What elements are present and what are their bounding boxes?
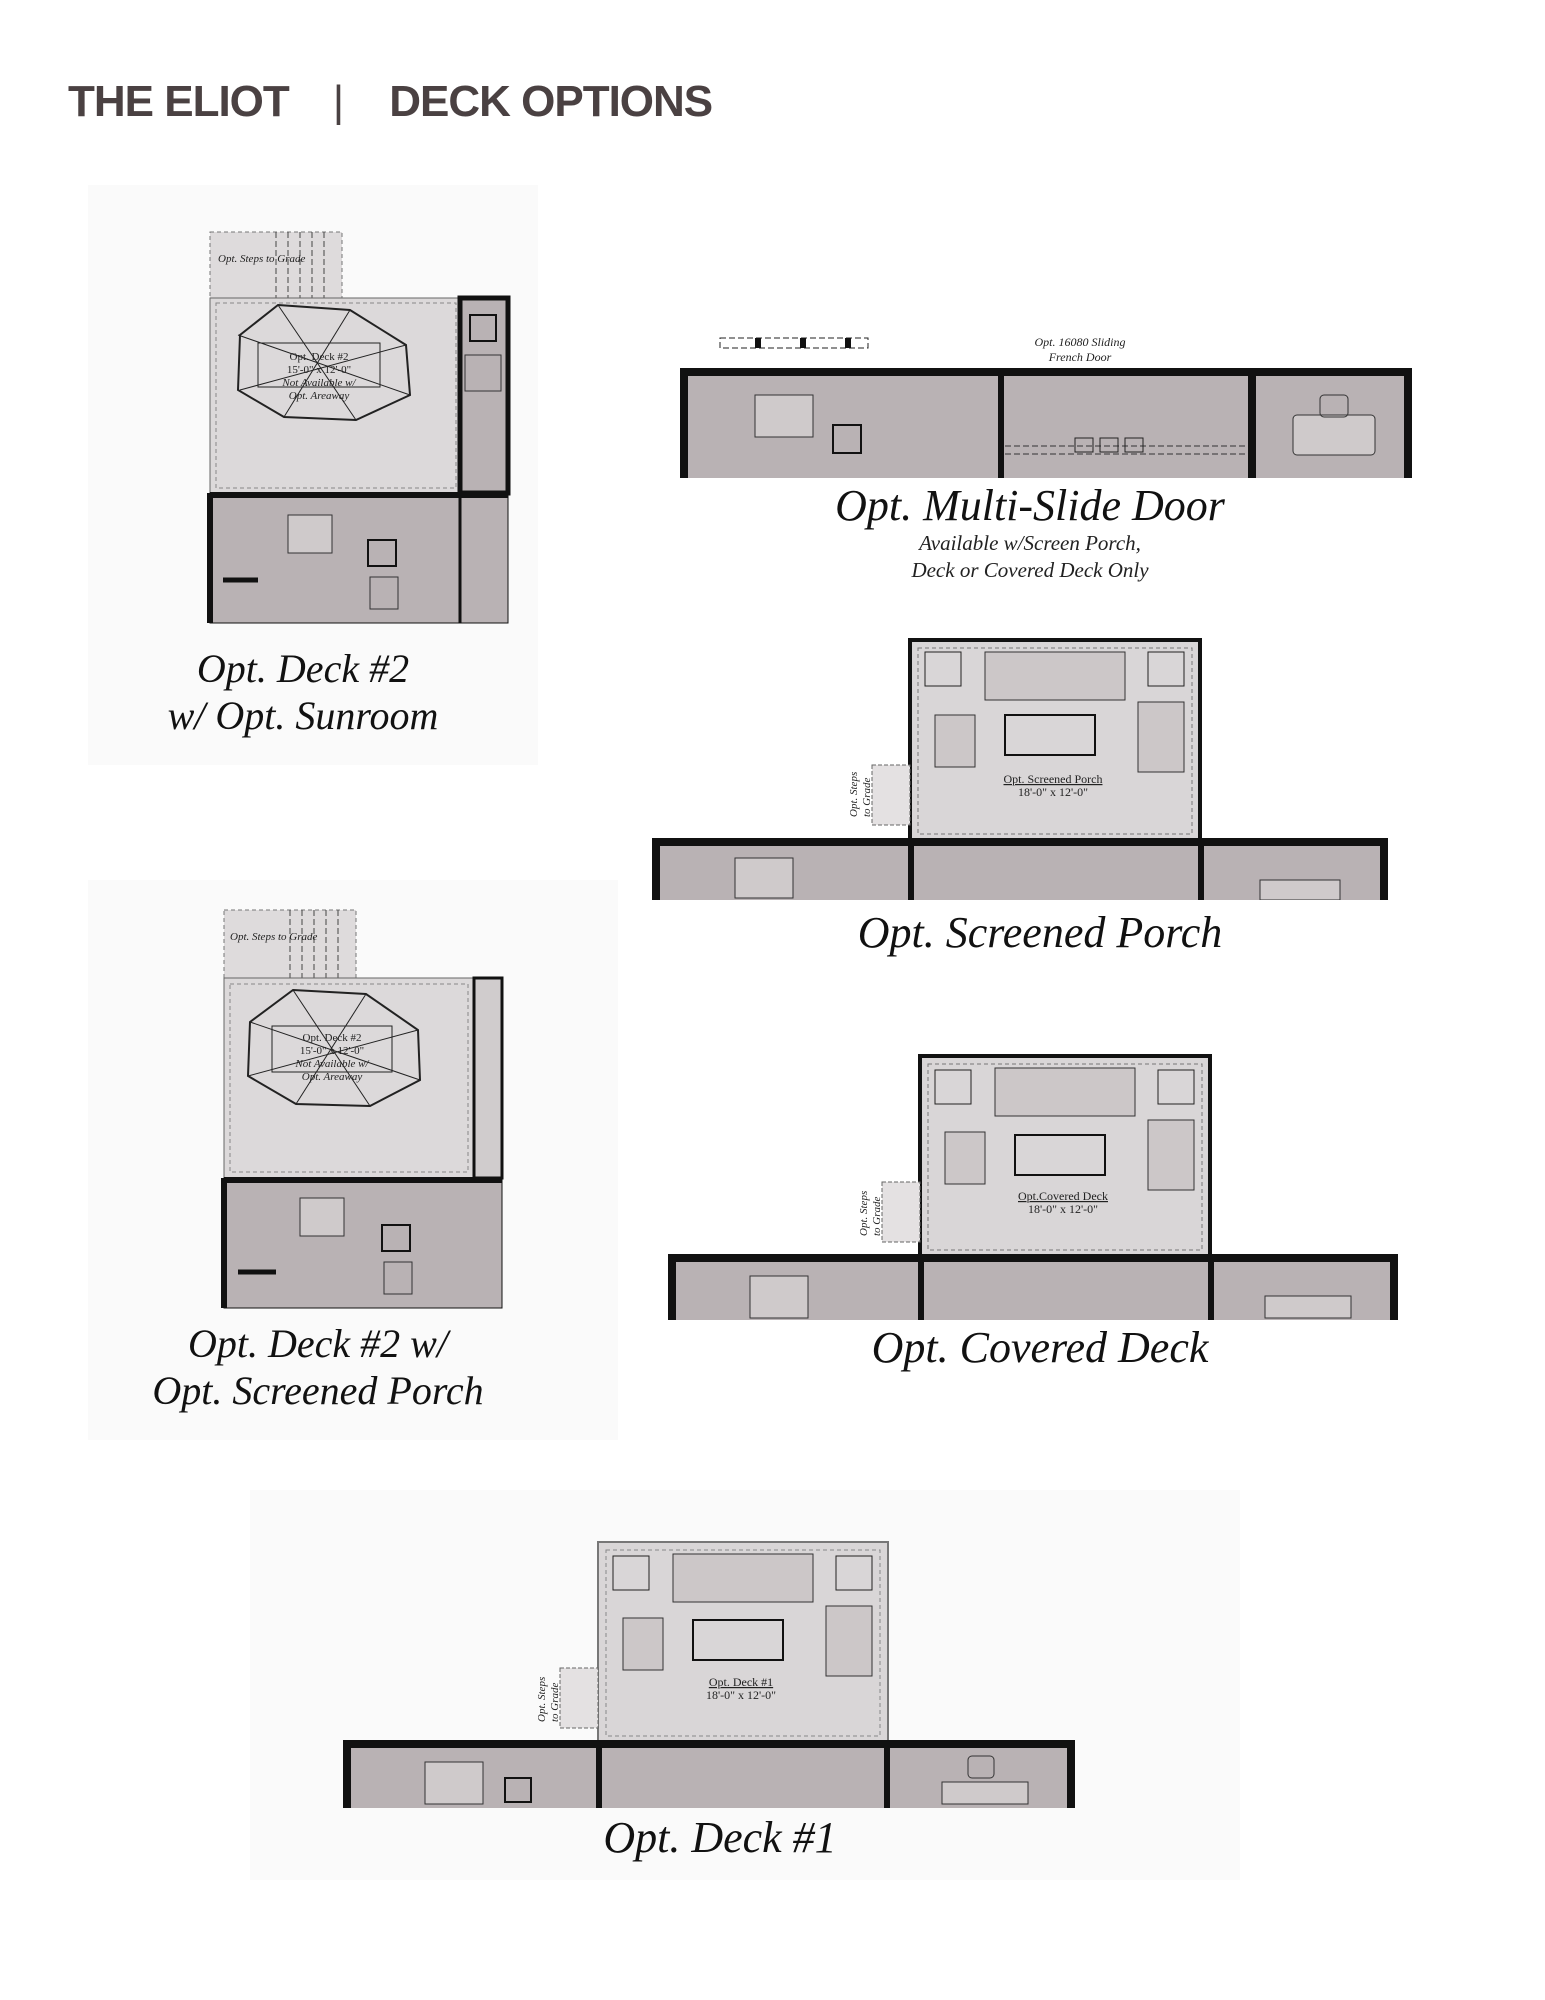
panel-deck2-screened-porch [88, 880, 618, 1440]
door-label: Opt. 16080 Sliding [1034, 335, 1126, 349]
room-note: Not Available w/ [295, 1058, 369, 1070]
room-size: 18'-0" x 12'-0" [1017, 785, 1089, 799]
room-label: Opt. Deck #1 [708, 1675, 774, 1689]
plan-name: THE ELIOT [68, 77, 289, 126]
caption-line: Opt. Screened Porch [152, 1368, 484, 1414]
panel-caption [88, 645, 518, 739]
page-title: DECK OPTIONS [389, 77, 713, 126]
panel-note [790, 530, 1270, 585]
panel-caption [88, 1320, 548, 1414]
caption-line: Opt. Deck #2 w/ [188, 1321, 448, 1366]
room-note: Opt. Areaway [288, 390, 350, 402]
caption-line: Opt. Deck #2 [196, 646, 410, 691]
note-line: Available w/Screen Porch, [919, 531, 1141, 555]
door-label: French Door [1048, 350, 1112, 364]
panel-caption: Opt. Covered Deck [871, 1323, 1209, 1372]
room-size: 18'-0" x 12'-0" [705, 1688, 777, 1702]
room-label: Opt. Screened Porch [1003, 772, 1103, 786]
steps-label: to Grade [861, 777, 873, 817]
steps-label: to Grade [871, 1196, 883, 1236]
page-header [68, 72, 712, 132]
room-size: 15'-0" x 12'-0" [286, 364, 352, 376]
steps-label: Opt. Steps [848, 771, 860, 817]
steps-label: Opt. Steps [858, 1190, 870, 1236]
panel-covered-deck [660, 1050, 1420, 1380]
steps-label: to Grade [549, 1682, 561, 1722]
floorplan-deck2-screened [88, 880, 538, 1310]
room-label: Opt.Covered Deck [1018, 1189, 1108, 1203]
header-separator: | [332, 77, 344, 126]
steps-label: Opt. Steps to Grade [218, 253, 306, 265]
room-label: Opt. Deck #2 [289, 351, 349, 363]
floorplan-covered-deck [660, 1050, 1420, 1320]
panel-screened-porch [650, 630, 1410, 970]
room-note: Not Available w/ [282, 377, 356, 389]
floorplan-deck1 [250, 1490, 1240, 1810]
panel-deck2-sunroom [88, 185, 538, 765]
panel-multi-slide-door [660, 330, 1430, 590]
panel-caption: Opt. Screened Porch [857, 908, 1223, 957]
room-note: Opt. Areaway [301, 1071, 363, 1083]
note-line: Deck or Covered Deck Only [911, 558, 1149, 583]
room-label: Opt. Deck #2 [302, 1032, 362, 1044]
panel-caption: Opt. Multi-Slide Door [835, 481, 1225, 530]
steps-label: Opt. Steps to Grade [230, 931, 318, 943]
panel-caption: Opt. Deck #1 [603, 1813, 837, 1862]
room-size: 15'-0" x 12'-0" [299, 1045, 365, 1057]
panel-deck1 [250, 1490, 1240, 1880]
caption-line: w/ Opt. Sunroom [167, 693, 439, 739]
room-size: 18'-0" x 12'-0" [1027, 1202, 1099, 1216]
steps-label: Opt. Steps [536, 1676, 548, 1722]
floorplan-screened-porch [650, 630, 1410, 900]
